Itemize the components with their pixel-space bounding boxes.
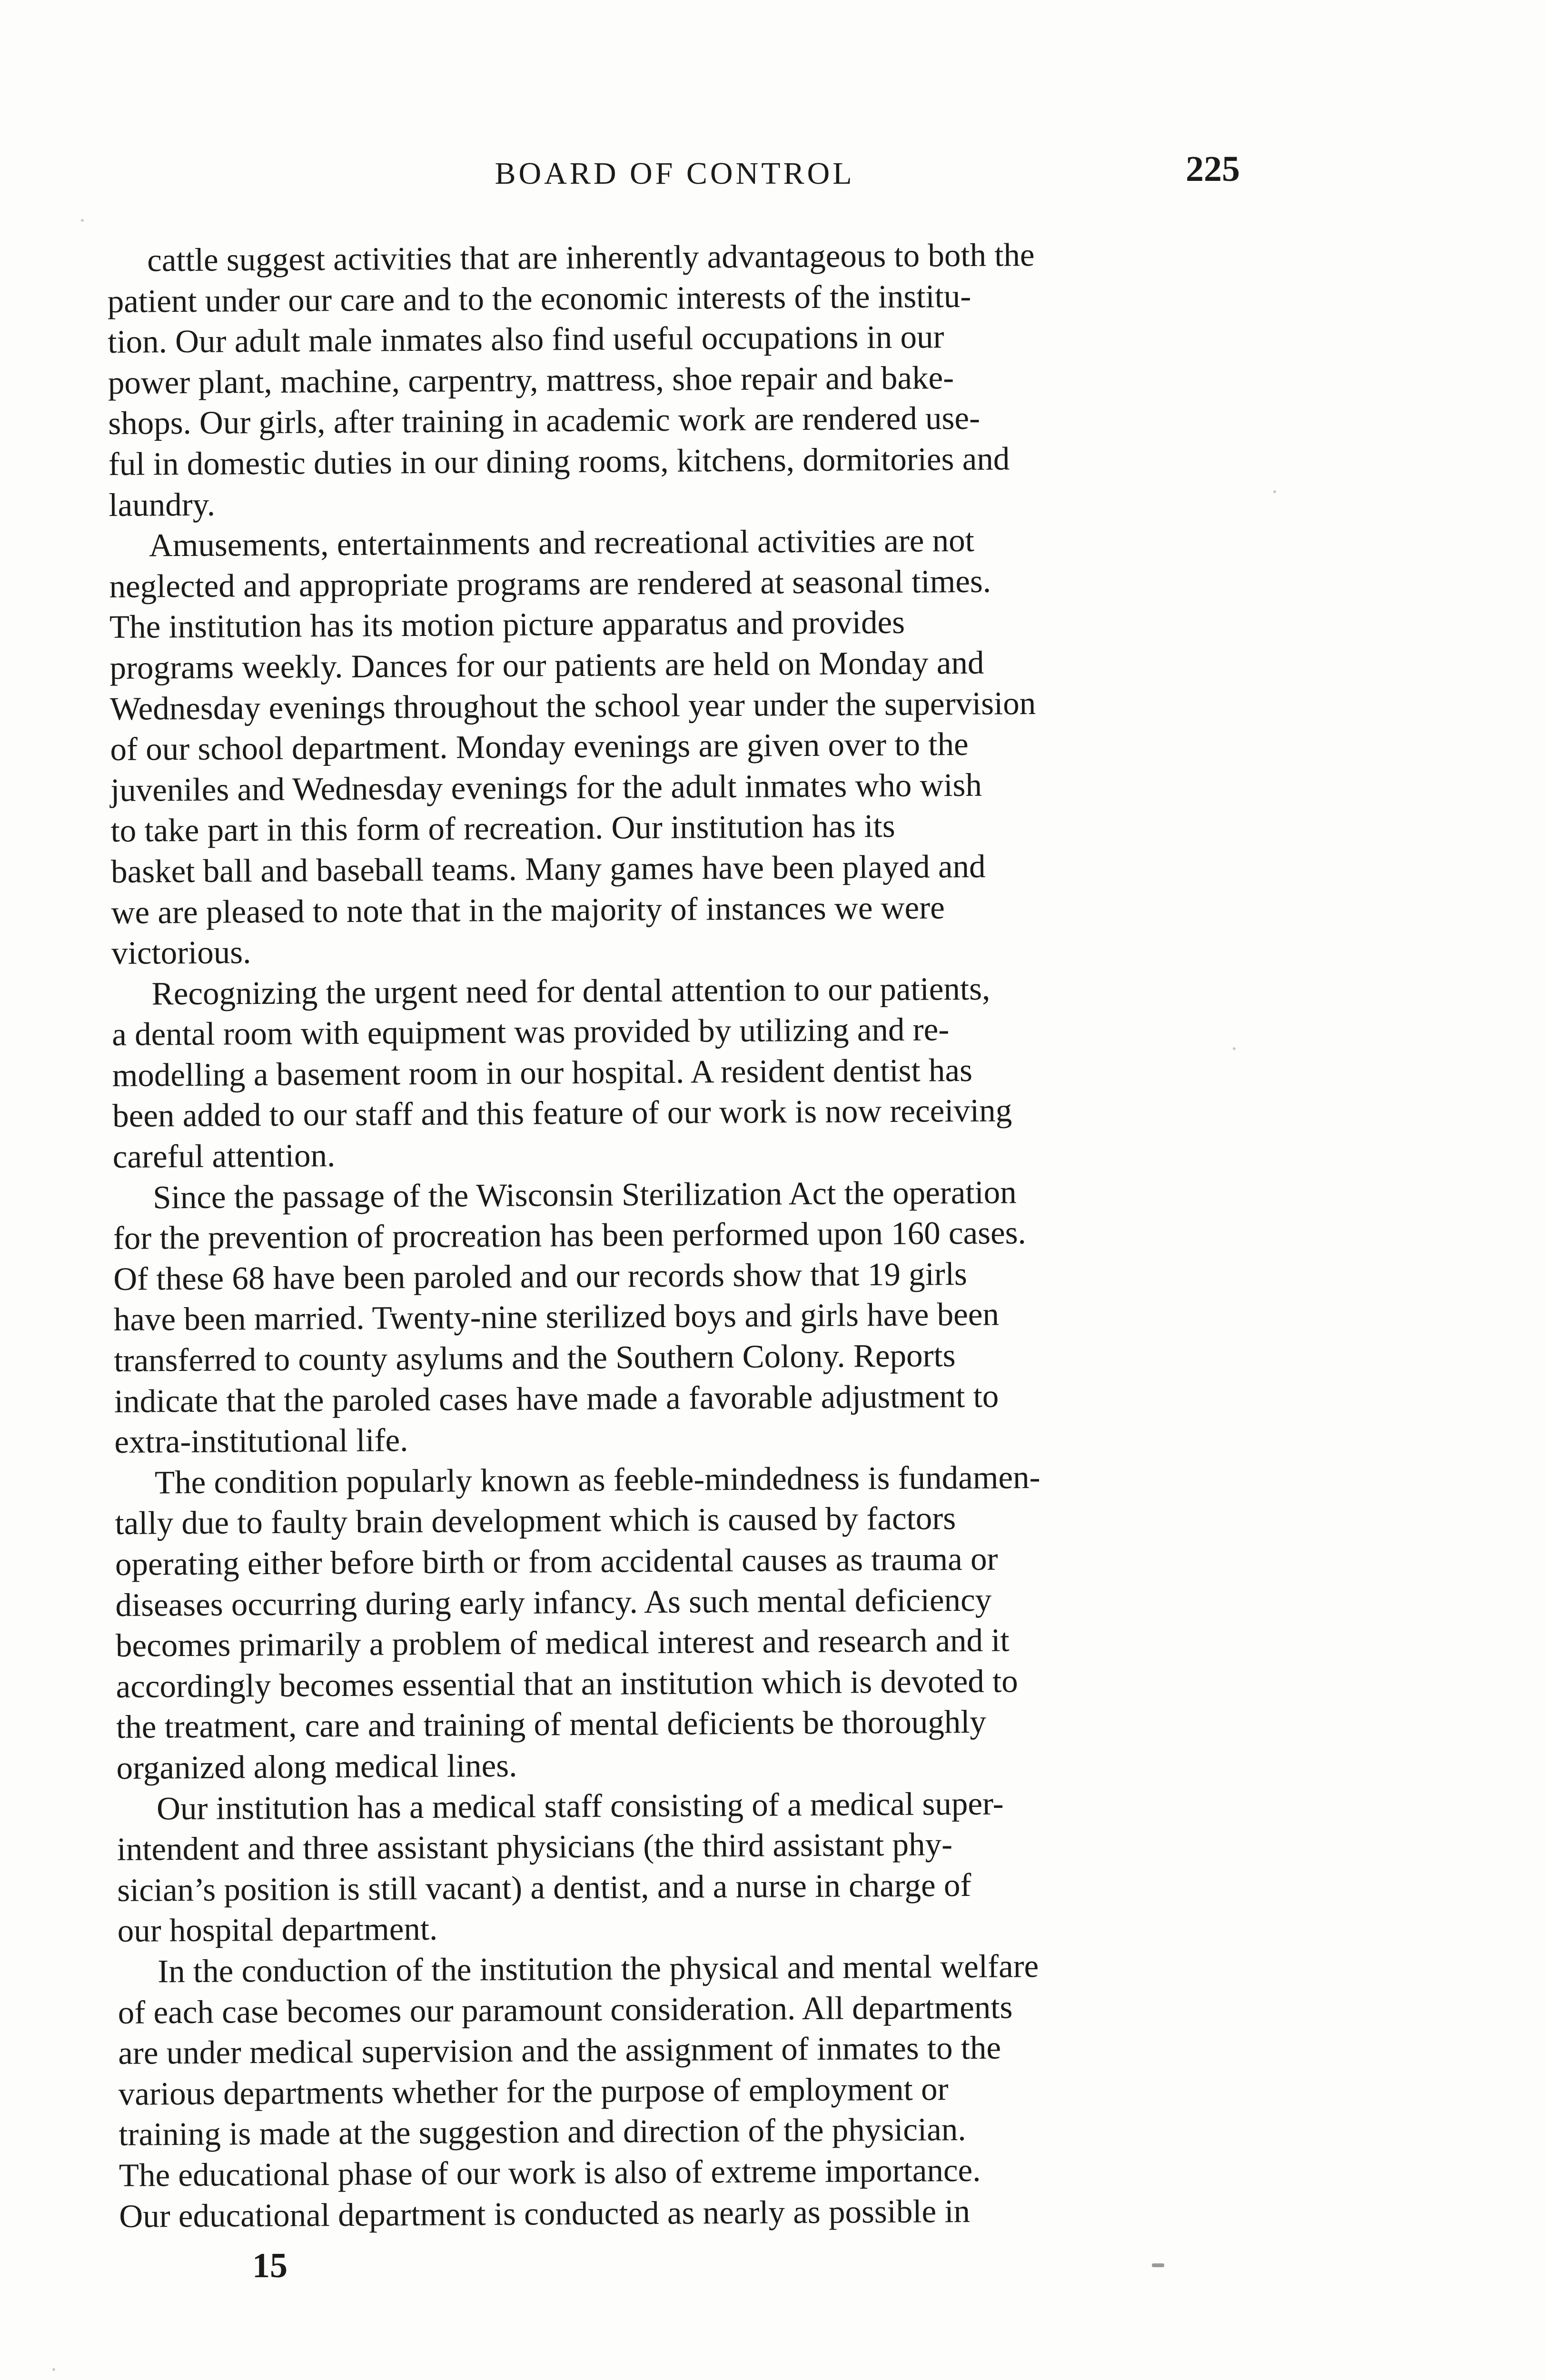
paragraph — [111, 967, 1248, 1178]
page-header — [109, 149, 1240, 195]
page-number: 225 — [1186, 149, 1240, 189]
text-line: accordingly becomes essential that an institution which is devoted to — [116, 1663, 1018, 1705]
ink-mark — [1152, 2263, 1164, 2267]
text-line: the treatment, care and training of mental deficients be thoroughly — [116, 1704, 987, 1745]
paragraph — [109, 519, 1247, 974]
text-line: for the prevention of procreation has been performed upon 160 cases. — [113, 1214, 1026, 1257]
text-line: juveniles and Wednesday evenings for the adult inmates who wish — [110, 766, 982, 808]
text-line: patient under our care and to the economic interests of the institu- — [107, 278, 971, 319]
text-line: transferred to county asylums and the Southern Colony. Reports — [114, 1337, 956, 1378]
text-line: organized along medical lines. — [116, 1747, 517, 1786]
text-line: indicate that the paroled cases have made a favorable adjustment to — [114, 1378, 999, 1419]
text-line: Our institution has a medical staff consisting of a medical super- — [156, 1785, 1004, 1826]
body-text — [107, 233, 1255, 2251]
text-line: extra-institutional life. — [114, 1422, 408, 1460]
text-line: neglected and appropriate programs are rendered at seasonal times. — [109, 563, 991, 605]
text-line: tion. Our adult male inmates also find useful occupations in our — [108, 318, 944, 360]
text-line: been added to our staff and this feature of our work is now receiving — [112, 1092, 1012, 1134]
text-line: shops. Our girls, after training in academic work are rendered use- — [108, 400, 981, 442]
scan-speck — [52, 2368, 55, 2371]
text-line: Wednesday evenings throughout the school year under the supervision — [109, 684, 1036, 727]
scan-speck — [81, 219, 84, 222]
text-line: cattle suggest activities that are inherently advantageous to both the — [147, 237, 1035, 278]
text-line: are under medical supervision and the assignment of inmates to the — [118, 2029, 1001, 2072]
text-line: careful attention. — [112, 1137, 336, 1175]
text-line: intendent and three assistant physicians (the third assistant phy- — [117, 1826, 953, 1868]
text-line: The institution has its motion picture apparatus and provides — [109, 604, 905, 645]
paragraph — [118, 1944, 1255, 2237]
running-head: BOARD OF CONTROL — [495, 156, 855, 191]
text-line: victorious. — [111, 934, 251, 972]
text-line: have been married. Twenty-nine sterilized boys and girls have been — [113, 1296, 1000, 1338]
text-line: Amusements, entertainments and recreational activities are not — [149, 522, 975, 564]
text-line: The condition popularly known as feeble-mindedness is fundamen- — [154, 1458, 1041, 1501]
text-line: Recognizing the urgent need for dental attention to our patients, — [151, 970, 991, 1012]
text-line: diseases occurring during early infancy. As such mental deficiency — [115, 1581, 992, 1623]
text-line: various departments whether for the purpose of employment or — [118, 2070, 949, 2112]
text-line: becomes primarily a problem of medical interest and research and it — [115, 1622, 1010, 1664]
text-line: our hospital department. — [117, 1911, 438, 1949]
text-line: to take part in this form of recreation. Our institution has its — [110, 808, 895, 849]
paragraph — [115, 1456, 1252, 1788]
scan-speck — [1233, 1047, 1236, 1050]
text-line: laundry. — [109, 486, 216, 523]
text-line: operating either before birth or from accidental causes as trauma or — [115, 1540, 998, 1582]
text-line: of each case becomes our paramount consideration. All departments — [118, 1988, 1013, 2031]
text-line: Since the passage of the Wisconsin Sterilization Act the operation — [153, 1174, 1017, 1216]
text-line: Our educational department is conducted as nearly as possible in — [119, 2192, 971, 2234]
text-line: In the conduction of the institution the physical and mental welfare — [157, 1948, 1039, 1990]
text-line: a dental room with equipment was provided by utilizing and re- — [111, 1011, 950, 1053]
text-line: ful in domestic duties in our dining rooms, kitchens, dormitories and — [108, 440, 1010, 482]
paragraph — [107, 233, 1244, 526]
text-line: Of these 68 have been paroled and our records show that 19 girls — [113, 1255, 967, 1297]
paragraph — [113, 1170, 1250, 1463]
text-line: of our school department. Monday evenings are given over to the — [110, 726, 969, 768]
scan-speck — [1273, 490, 1276, 493]
text-line: programs weekly. Dances for our patients are held on Monday and — [109, 644, 984, 686]
text-line: power plant, machine, carpentry, mattress, shoe repair and bake- — [108, 359, 954, 401]
text-line: basket ball and baseball teams. Many games have been played and — [110, 848, 986, 890]
text-line: tally due to faulty brain development which is caused by factors — [115, 1500, 956, 1542]
text-line: The educational phase of our work is also of extreme importance. — [119, 2152, 981, 2193]
paragraph — [117, 1782, 1253, 1952]
text-line: we are pleased to note that in the majority of instances we were — [111, 889, 945, 931]
text-line: modelling a basement room in our hospital. A resident dentist has — [112, 1051, 973, 1093]
text-line: training is made at the suggestion and direction of the physician. — [119, 2111, 966, 2153]
text-line: sician’s position is still vacant) a dentist, and a nurse in charge of — [117, 1866, 971, 1908]
signature-mark: 15 — [252, 2246, 287, 2285]
